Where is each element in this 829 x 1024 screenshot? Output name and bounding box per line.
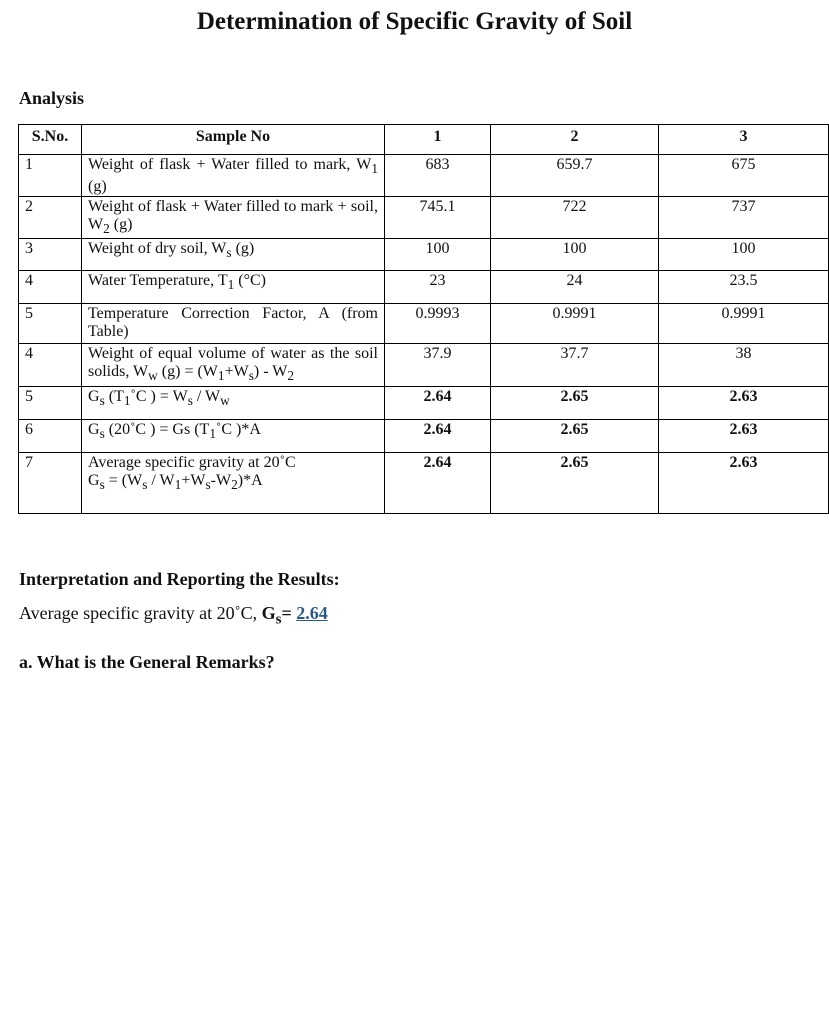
row-description: $G_s$ (20˚C ) = Gs ($T_1˚C$ )*A <box>82 419 385 452</box>
table-row <box>19 197 829 239</box>
row-value-sample-1: 23 <box>385 271 491 304</box>
table-row <box>19 452 829 513</box>
row-value-sample-2: 37.7 <box>491 344 659 386</box>
row-sno: 1 <box>19 155 82 197</box>
row-value-sample-3: 2.63 <box>659 452 829 513</box>
row-description: Average specific gravity at 20˚C $G_s = (W_s / W_1+W_s-W_2)*A$ <box>82 452 385 513</box>
table-row <box>19 239 829 271</box>
average-gs-value: 2.64 <box>296 603 328 623</box>
row-sno: 5 <box>19 386 82 419</box>
row-value-sample-2: 0.9991 <box>491 304 659 344</box>
row-sno: 2 <box>19 197 82 239</box>
header-sample-3: 3 <box>659 125 829 155</box>
section-heading-analysis: Analysis <box>19 88 85 108</box>
row-sno: 5 <box>19 304 82 344</box>
row-value-sample-1: 2.64 <box>385 386 491 419</box>
row-value-sample-1: 2.64 <box>385 452 491 513</box>
row-value-sample-1: 0.9993 <box>385 304 491 344</box>
row-description: Water Temperature, $T_1$ (°C) <box>82 271 385 304</box>
row-value-sample-2: 722 <box>491 197 659 239</box>
row-value-sample-2: 2.65 <box>491 452 659 513</box>
row-value-sample-1: 100 <box>385 239 491 271</box>
row-description: Temperature Correction Factor, A (from Table) <box>82 304 385 344</box>
row-description: Weight of flask + Water filled to mark + soil, $W_2$ (g) <box>82 197 385 239</box>
row-description: Weight of flask + Water filled to mark, $W_1$ (g) <box>82 155 385 197</box>
gs-label: $G_s=$ <box>261 603 292 628</box>
table-row <box>19 344 829 386</box>
row-value-sample-3: 100 <box>659 239 829 271</box>
table-row <box>19 155 829 197</box>
header-sno: S.No. <box>19 125 82 155</box>
row-value-sample-3: 737 <box>659 197 829 239</box>
row-sno: 4 <box>19 271 82 304</box>
row-value-sample-3: 38 <box>659 344 829 386</box>
row-sno: 3 <box>19 239 82 271</box>
row-value-sample-1: 2.64 <box>385 419 491 452</box>
row-value-sample-2: 24 <box>491 271 659 304</box>
row-value-sample-3: 0.9991 <box>659 304 829 344</box>
row-value-sample-1: 683 <box>385 155 491 197</box>
analysis-table <box>18 124 829 514</box>
table-row <box>19 271 829 304</box>
row-sno: 6 <box>19 419 82 452</box>
page-title: Determination of Specific Gravity of Soil <box>196 8 633 35</box>
table-row <box>19 386 829 419</box>
row-value-sample-2: 659.7 <box>491 155 659 197</box>
header-sample-2: 2 <box>491 125 659 155</box>
interpretation-heading: Interpretation and Reporting the Results: <box>19 569 340 589</box>
row-value-sample-3: 2.63 <box>659 419 829 452</box>
row-value-sample-2: 2.65 <box>491 419 659 452</box>
table-row <box>19 304 829 344</box>
header-sample-no: Sample No <box>82 125 385 155</box>
row-sno: 7 <box>19 452 82 513</box>
row-description: Weight of equal volume of water as the soil solids, $W_w$ $(g) = (W_1+W_s) - W_2$ <box>82 344 385 386</box>
row-value-sample-3: 2.63 <box>659 386 829 419</box>
row-value-sample-2: 100 <box>491 239 659 271</box>
question-general-remarks: a. What is the General Remarks? <box>19 652 275 672</box>
row-value-sample-2: 2.65 <box>491 386 659 419</box>
row-value-sample-1: 745.1 <box>385 197 491 239</box>
header-sample-1: 1 <box>385 125 491 155</box>
result-prefix: Average specific gravity at 20˚C, <box>19 603 262 623</box>
result-line <box>19 603 328 629</box>
row-description: $G_s$ ($T_1˚C$ ) = $W_s / W_w$ <box>82 386 385 419</box>
table-row <box>19 419 829 452</box>
table-header-row <box>19 125 829 155</box>
row-value-sample-3: 23.5 <box>659 271 829 304</box>
row-sno: 4 <box>19 344 82 386</box>
row-value-sample-3: 675 <box>659 155 829 197</box>
row-description: Weight of dry soil, $W_s$ (g) <box>82 239 385 271</box>
row-value-sample-1: 37.9 <box>385 344 491 386</box>
